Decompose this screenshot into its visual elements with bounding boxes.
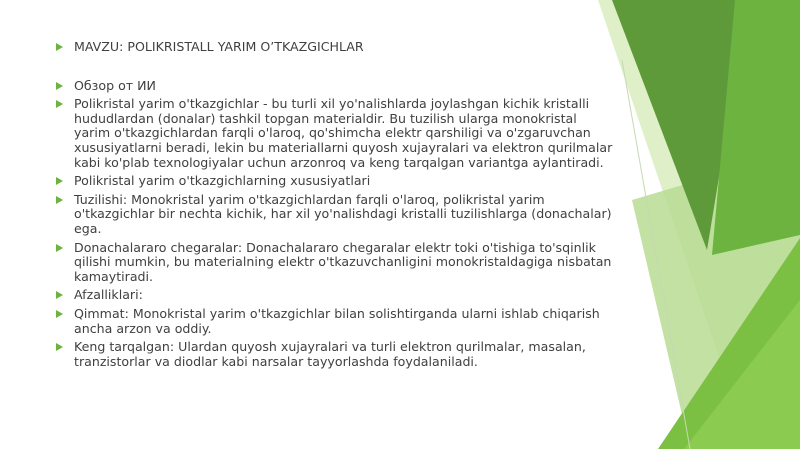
triangle-right-icon xyxy=(56,100,63,108)
triangle-right-icon xyxy=(56,43,63,51)
triangle-right-icon xyxy=(56,177,63,185)
bullet-item xyxy=(56,174,616,189)
bullet-text: Donachalararo chegaralar: Donachalararo chegaralar elektr toki o'tishiga to'sqinlik qilishi mumkin, bu materialning elektr o'tkazuvchanligini monokristaldagiga nisbatan kamaytiradi. xyxy=(74,239,612,284)
bullet-item xyxy=(56,97,616,170)
bullet-item xyxy=(56,193,616,237)
bullet-item xyxy=(56,307,616,336)
bullet-item xyxy=(56,241,616,285)
triangle-right-icon xyxy=(56,82,63,90)
bullet-item xyxy=(56,340,616,369)
triangle-right-icon xyxy=(56,291,63,299)
bullet-item xyxy=(56,79,616,94)
bullet-text: Afzalliklari: xyxy=(74,287,143,303)
bullet-item xyxy=(56,40,616,55)
bullet-text: Polikristal yarim o'tkazgichlar - bu turli xil yo'nalishlarda joylashgan kichik kristalli hududlardan (donalar) tashkil topgan materialdir. Bu tuzilish ularga monokristal yarim o'tkazgichlardan farqli o'laroq, qo'shimcha elektr qarshiligi va o'zgaruvchan xususiyatlarni beradi, lekin bu materiallarni quyosh xujayralari va elektron qurilmalar kabi ko'plab texnologiyalar uchun arzonroq va keng tarqalgan variantga aylantiradi. xyxy=(74,96,613,170)
triangle-right-icon xyxy=(56,196,63,204)
triangle-right-icon xyxy=(56,343,63,351)
bullet-text: Keng tarqalgan: Ulardan quyosh xujayralari va turli elektron qurilmalar, masalan, tranzistorlar va diodlar kabi narsalar tayyorlashda foydalaniladi. xyxy=(74,339,586,369)
bullet-text: Polikristal yarim o'tkazgichlarning xususiyatlari xyxy=(74,173,371,189)
slide-title: MAVZU: POLIKRISTALL YARIM O’TKAZGICHLAR xyxy=(74,39,364,54)
bullet-item xyxy=(56,288,616,303)
bullet-text: Обзор от ИИ xyxy=(74,77,156,93)
triangle-right-icon xyxy=(56,244,63,252)
bullet-text: Tuzilishi: Monokristal yarim o'tkazgichlardan farqli o'laroq, polikristal yarim o'tkazgichlar bir nechta kichik, har xil yo'nalishdagi kristalli tuzilishlarga (donachalar) ega. xyxy=(74,191,612,236)
bullet-text: Qimmat: Monokristal yarim o'tkazgichlar bilan solishtirganda ularni ishlab chiqarish ancha arzon va oddiy. xyxy=(74,305,600,336)
triangle-right-icon xyxy=(56,310,63,318)
bullet-list xyxy=(56,40,616,373)
